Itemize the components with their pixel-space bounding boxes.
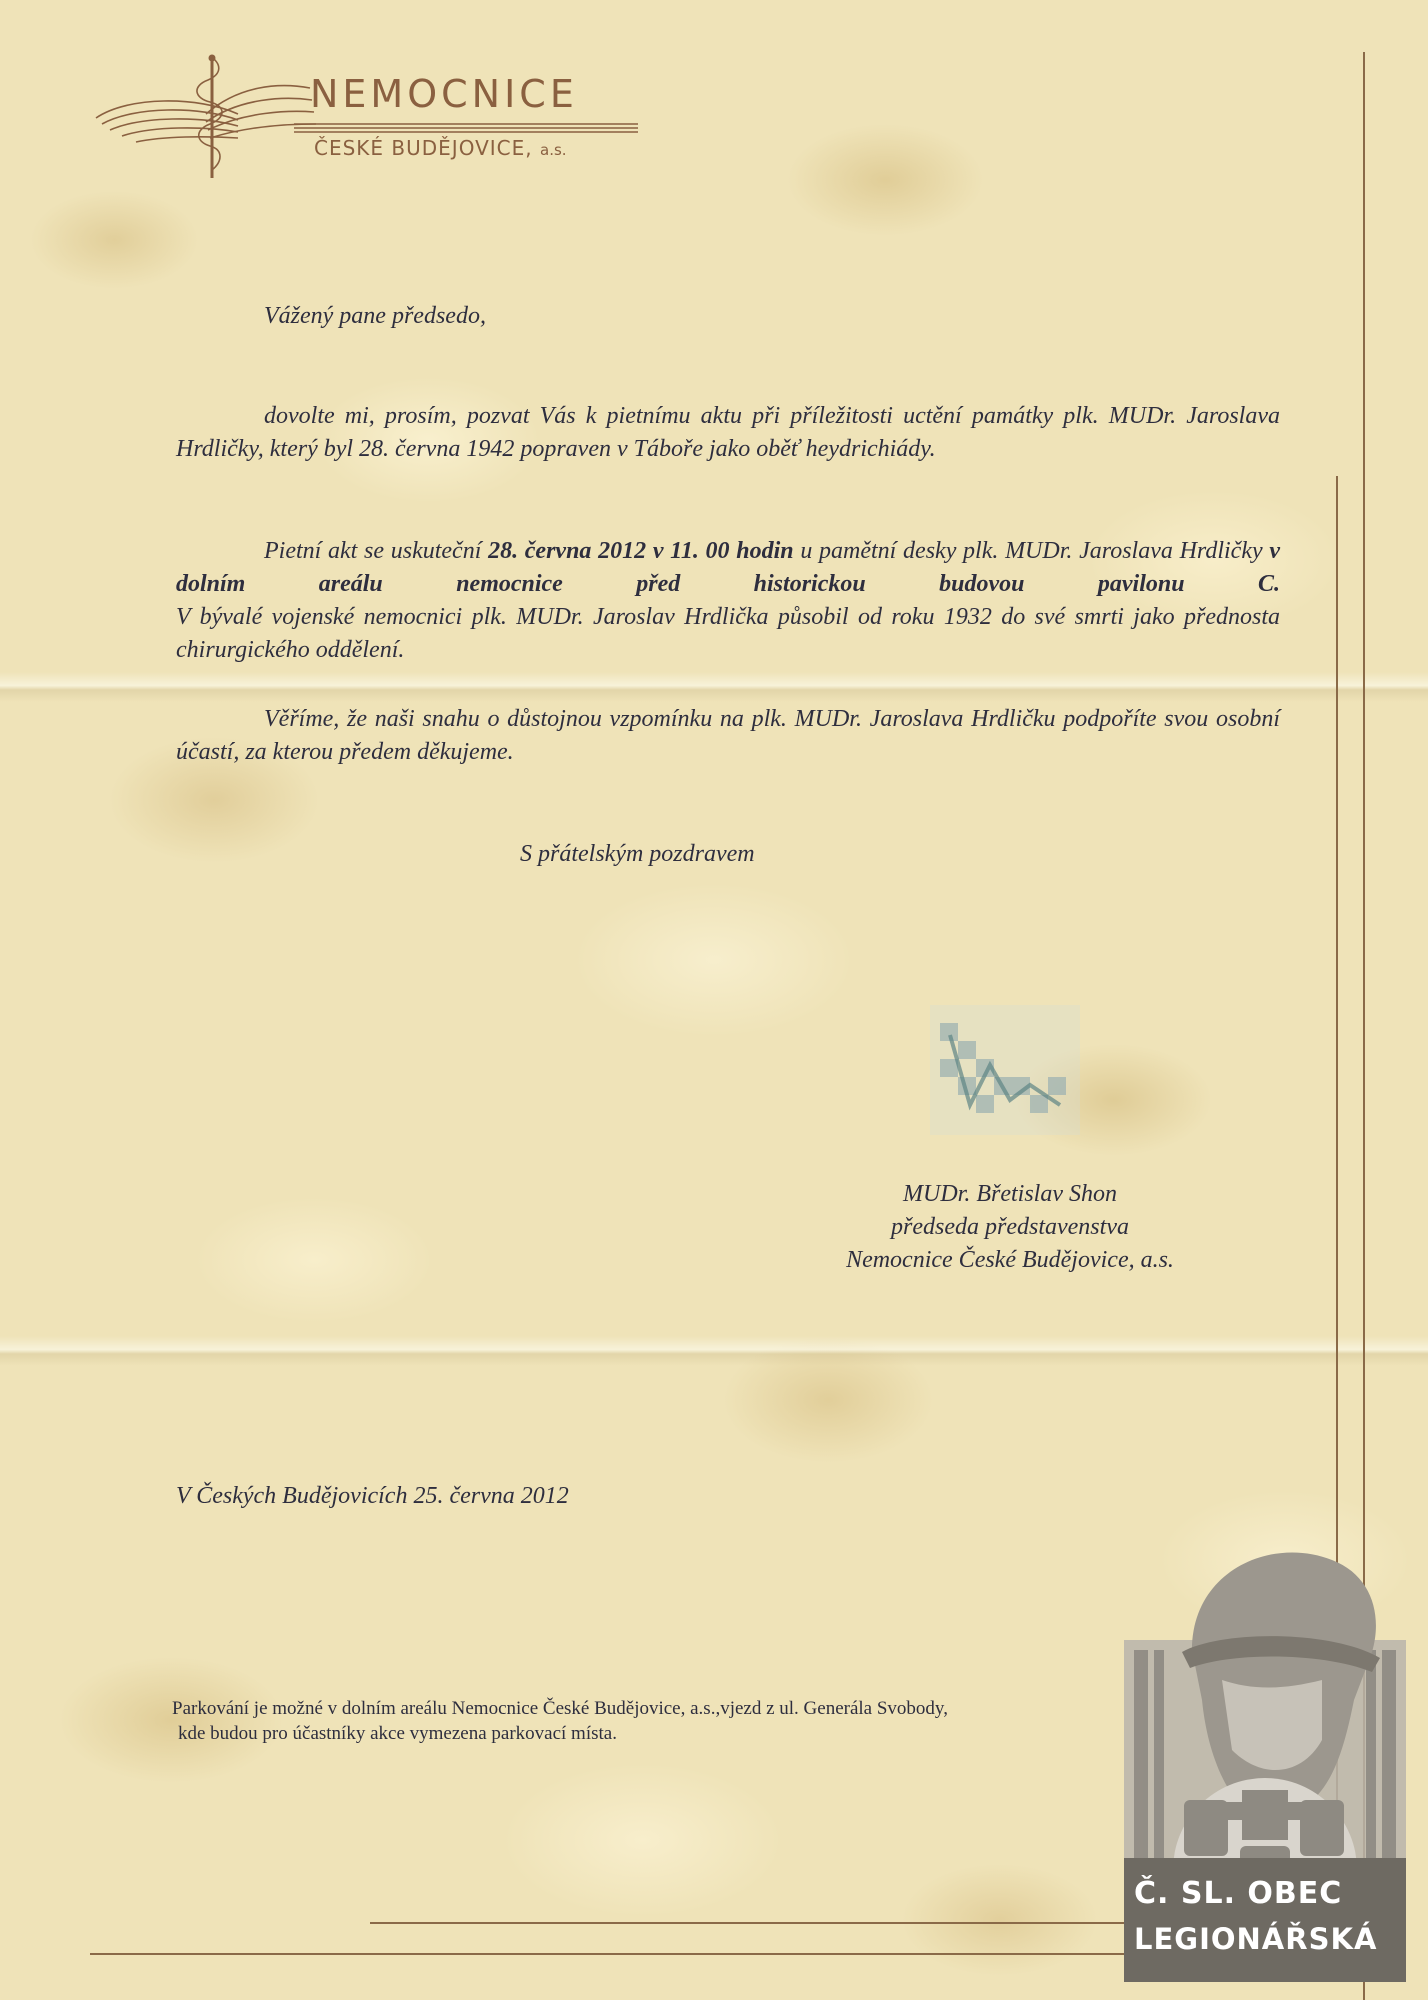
legionnaire-emblem-icon — [1122, 1540, 1408, 1986]
hospital-legal-form: a.s. — [540, 141, 567, 159]
event-location: v dolním areálu nemocnice před historickou budovou pavilonu C. — [176, 538, 1281, 597]
legion-watermark-stamp — [1122, 1540, 1408, 1986]
paragraph-event-details — [176, 535, 1280, 667]
event-background: V bývalé vojenské nemocnici plk. MUDr. Jaroslav Hrdlička působil od roku 1932 do své smrti jako přednosta chirurgického oddělení. — [176, 604, 1280, 663]
event-details-block — [176, 535, 1280, 601]
signature-icon — [930, 1005, 1080, 1135]
parking-note — [172, 1696, 1172, 1746]
stamp-text-bottom: LEGIONÁŘSKÁ — [1134, 1922, 1378, 1956]
hospital-name: NEMOCNICE — [310, 72, 578, 116]
signer-organization: Nemocnice České Budějovice, a.s. — [846, 1247, 1174, 1273]
signer-role: předseda představenstva — [891, 1214, 1129, 1240]
paragraph-invitation: dovolte mi, prosím, pozvat Vás k pietnímu aktu při příležitosti uctění památky plk. MUDr. Jaroslava Hrdličky, který byl 28. června 1942 popraven v Táboře jako oběť heydrichiády. — [176, 403, 1280, 462]
stamp-text-top: Č. SL. OBEC — [1134, 1876, 1343, 1911]
signer-block — [760, 1178, 1260, 1277]
signer-name: MUDr. Břetislav Shon — [903, 1181, 1117, 1207]
paper-fold-top — [0, 672, 1428, 702]
paragraph-thanks: Věříme, že naši snahu o důstojnou vzpomínku na plk. MUDr. Jaroslava Hrdličku podpoříte svou osobní účastí, za kterou předem děkujeme. — [176, 706, 1280, 765]
hospital-city-text: ČESKÉ BUDĚJOVICE, — [314, 136, 533, 160]
salutation: Vážený pane předsedo, — [264, 303, 486, 329]
hospital-logo — [88, 52, 648, 182]
hospital-city — [314, 136, 567, 160]
paper-fold-bottom — [0, 1336, 1428, 1366]
parking-note-line-1: Parkování je možné v dolním areálu Nemocnice České Budějovice, a.s.,vjezd z ul. Generála Svobody, — [172, 1698, 948, 1719]
event-intro: Pietní akt se uskuteční — [264, 538, 489, 564]
parking-note-line-2: kde budou pro účastníky akce vymezena parkovací místa. — [178, 1723, 617, 1744]
place-and-date: V Českých Budějovicích 25. června 2012 — [176, 1483, 569, 1509]
event-place-intro: u pamětní desky plk. MUDr. Jaroslava Hrdličky — [793, 538, 1270, 564]
event-date-time: 28. června 2012 v 11. 00 hodin — [488, 538, 794, 564]
closing: S přátelským pozdravem — [520, 841, 755, 867]
